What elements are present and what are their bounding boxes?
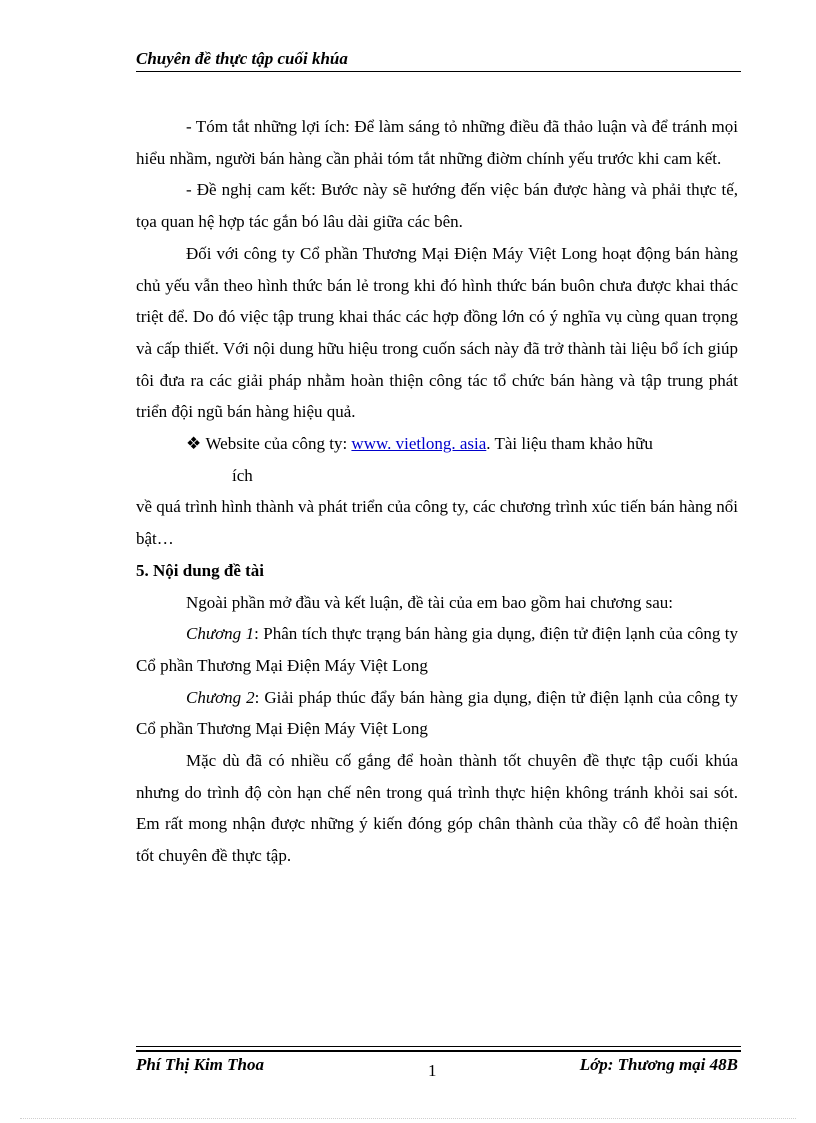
document-body <box>136 111 738 872</box>
bullet-diamond-icon: ❖ <box>186 434 202 454</box>
footer-rule-thick <box>136 1050 741 1052</box>
footer-page-number: 1 <box>428 1061 437 1080</box>
paragraph-company-sales: Đối với công ty Cổ phần Thương Mại Điện Máy Việt Long hoạt động bán hàng chủ yếu vẫn theo hình thức bán lẻ trong khi đó hình thức bán buôn chưa được khai thác triệt để. Do đó việc tập trung khai thác các hợp đồng lớn có ý nghĩa vụ cùng quan trọng và cấp thiết. Với nội dung hữu hiệu trong cuốn sách này đã trở thành tài liệu bổ ích giúp tôi đưa ra các giải pháp nhằm hoàn thiện công tác tổ chức bán hàng và tập trung phát triển đội ngũ bán hàng hiệu quả. <box>136 243 738 422</box>
header-title: Chuyên đề thực tập cuối khúa <box>136 49 348 68</box>
website-link[interactable]: www. vietlong. asia <box>351 434 487 454</box>
footer-rule-thin <box>136 1046 741 1047</box>
paragraph-closing: Mặc dù đã có nhiều cố gắng để hoàn thành tốt chuyên đề thực tập cuối khúa nhưng do trình độ còn hạn chế nên trong quá trình thực hiện không tránh khỏi sai sót. Em rất mong nhận được những ý kiến đóng góp chân thành của thầy cô để hoàn thiện tốt chuyên đề thực tập. <box>136 751 738 866</box>
bullet-suffix: . Tài liệu tham khảo hữu <box>486 434 653 454</box>
paragraph-chapter-2 <box>136 682 738 745</box>
paragraph-summary-benefits: - Tóm tắt những lợi ích: Để làm sáng tỏ những điều đã thảo luận và để tránh mọi hiểu nhầm, người bán hàng cần phải tóm tắt những điờm chính yếu trước khi cam kết. <box>136 117 738 168</box>
paragraph-chapters-intro: Ngoài phần mở đầu và kết luận, đề tài của em bao gồm hai chương sau: <box>186 592 673 612</box>
footer-class: Lớp: Thương mại 48B <box>579 1055 738 1074</box>
bullet-website <box>136 428 738 460</box>
bullet-prefix: Website của công ty: <box>205 434 352 454</box>
paragraph-company-history: về quá trình hình thành và phát triển của công ty, các chương trình xúc tiến bán hàng nổi bật… <box>136 497 739 549</box>
page-edge-dots <box>20 1118 796 1119</box>
bullet-wrap: ích <box>232 465 253 485</box>
header-rule <box>136 71 741 72</box>
paragraph-commit-proposal: - Đề nghị cam kết: Bước này sẽ hướng đến việc bán được hàng và phải thực tế, tọa quan hệ hợp tác gắn bó lâu dài giữa các bên. <box>136 180 738 232</box>
section-heading: 5. Nội dung đề tài <box>136 560 264 580</box>
chapter-1-text: : Phân tích thực trạng bán hàng gia dụng, điện tử điện lạnh của công ty Cổ phần Thương Mại Điện Máy Việt Long <box>136 624 738 675</box>
footer-author: Phí Thị Kim Thoa <box>136 1055 264 1074</box>
chapter-1-label: Chương 1 <box>186 624 255 644</box>
chapter-2-label: Chương 2 <box>186 687 255 707</box>
paragraph-chapter-1 <box>136 618 738 681</box>
chapter-2-text: : Giải pháp thúc đẩy bán hàng gia dụng, điện tử điện lạnh của công ty Cổ phần Thương Mại Điện Máy Việt Long <box>136 687 738 739</box>
